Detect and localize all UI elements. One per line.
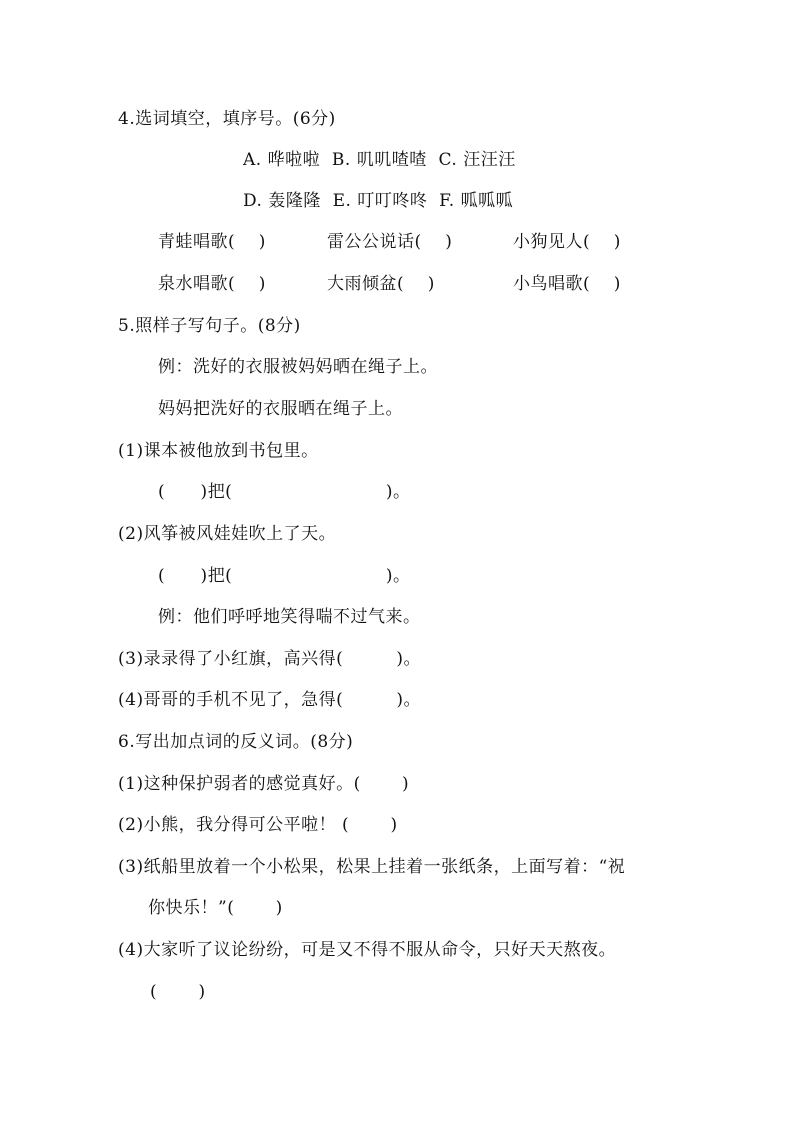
q5-sentence-1-blank[interactable]: ( )把( )。 [158,482,411,502]
q6-sentence-4-line2[interactable]: ( ) [150,982,206,1002]
q6-sentence-3-line1: (3)纸船里放着一个小松果，松果上挂着一张纸条，上面写着：“祝 [118,857,626,877]
q4-item-3[interactable]: 小狗见人( ) [513,232,621,252]
q5-sentence-2-blank[interactable]: ( )把( )。 [158,566,411,586]
q5-example1: 例：洗好的衣服被妈妈晒在绳子上。 [158,357,438,377]
q6-title: 6.写出加点词的反义词。(8分) [118,732,354,752]
q5-sentence-4[interactable]: (4)哥哥的手机不见了，急得( )。 [118,690,421,710]
q4-item-4[interactable]: 泉水唱歌( ) [158,274,266,294]
q4-item-2[interactable]: 雷公公说话( ) [327,232,453,252]
q5-sentence-1: (1)课本被他放到书包里。 [118,441,319,461]
q6-sentence-2[interactable]: (2)小熊，我分得可公平啦！ ( ) [118,815,398,835]
q5-sentence-3[interactable]: (3)录录得了小红旗，高兴得( )。 [118,649,421,669]
q5-example2: 例：他们呼呼地笑得喘不过气来。 [158,607,421,627]
q6-sentence-1[interactable]: (1)这种保护弱者的感觉真好。( ) [118,774,410,794]
q4-options-row2: D. 轰隆隆 E. 叮叮咚咚 F. 呱呱呱 [243,191,514,211]
q6-sentence-4-line1: (4)大家听了议论纷纷，可是又不得不服从命令，只好天天熬夜。 [118,940,617,960]
q4-item-6[interactable]: 小鸟唱歌( ) [513,274,621,294]
q5-title: 5.照样子写句子。(8分) [118,316,301,336]
q4-item-5[interactable]: 大雨倾盆( ) [327,274,435,294]
q5-example1-answer: 妈妈把洗好的衣服晒在绳子上。 [158,399,403,419]
q5-sentence-2: (2)风筝被风娃娃吹上了天。 [118,524,337,544]
q4-item-1[interactable]: 青蛙唱歌( ) [158,232,266,252]
q6-sentence-3-line2[interactable]: 你快乐！”( ) [148,898,283,918]
q4-options-row1: A. 哗啦啦 B. 叽叽喳喳 C. 汪汪汪 [243,150,516,170]
q4-title: 4.选词填空，填序号。(6分) [118,109,336,129]
